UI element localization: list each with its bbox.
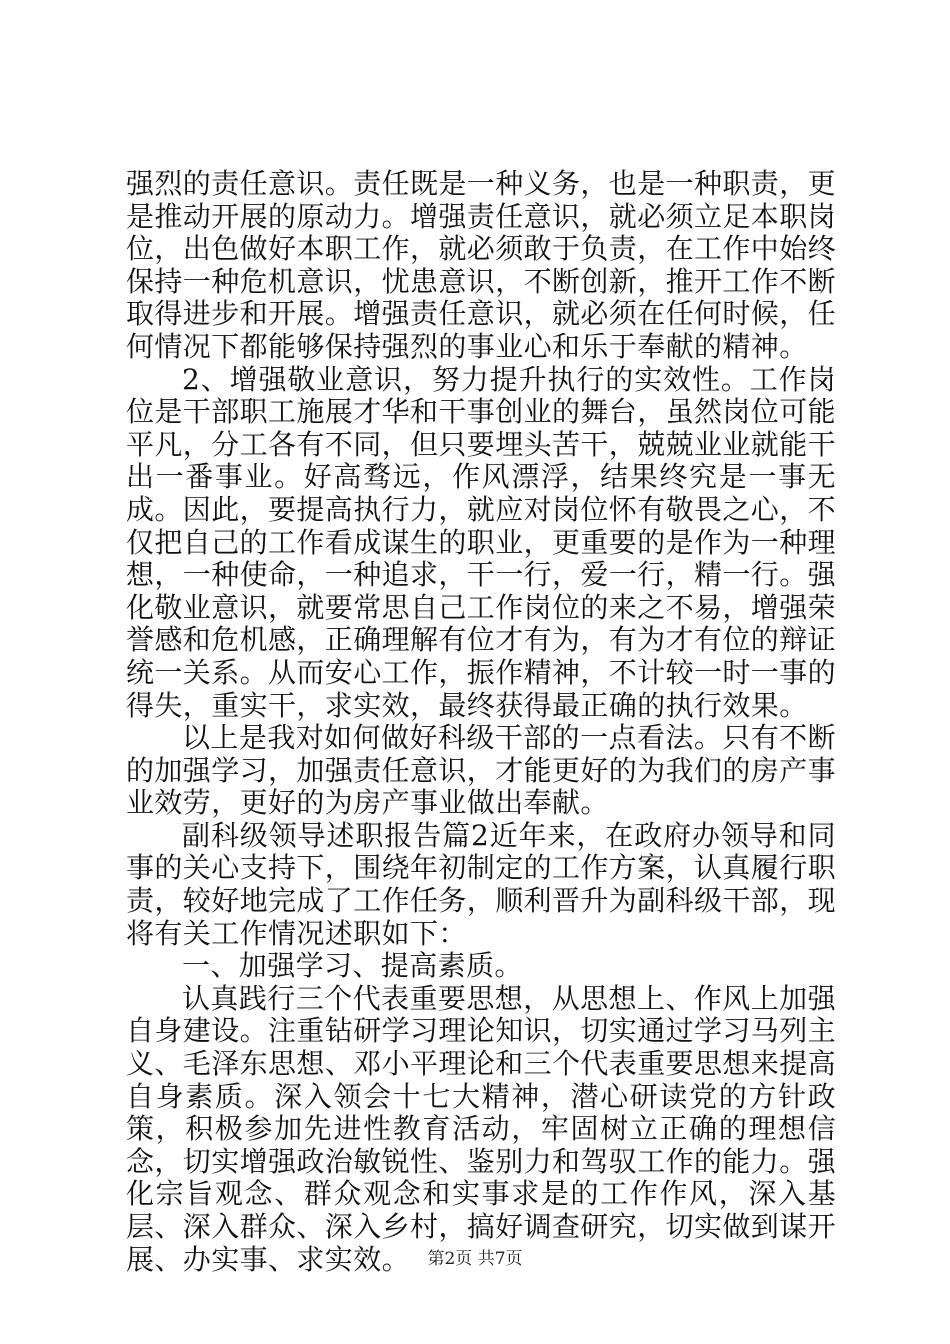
page-number-footer: 第2页 共7页 xyxy=(427,1249,523,1269)
paragraph-3: 以上是我对如何做好科级干部的一点看法。只有不断的加强学习，加强责任意识，才能更好的为我们的房产事业效劳，更好的为房产事业做出奉献。 xyxy=(126,721,837,820)
paragraph-1: 强烈的责任意识。责任既是一种义务，也是一种职责，更是推动开展的原动力。增强责任意识，就必须立足本职岗位，出色做好本职工作，就必须敢于负责，在工作中始终保持一种危机意识，忧患意识，不断创新，推开工作不断取得进步和开展。增强责任意识，就必须在任何时候，任何情况下都能够保持强烈的事业心和乐于奉献的精神。 xyxy=(126,167,837,363)
paragraph-6: 认真践行三个代表重要思想，从思想上、作风上加强自身建设。注重钻研学习理论知识，切实通过学习马列主义、毛泽东思想、邓小平理论和三个代表重要思想来提高自身素质。深入领会十七大精神，潜心研读党的方针政策，积极参加先进性教育活动，牢固树立正确的理想信念，切实增强政治敏锐性、鉴别力和驾驭工作的能力。强化宗旨观念、群众观念和实事求是的工作作风，深入基层、深入群众、深入乡村，搞好调查研究，切实做到谋开展、办实事、求实效。 xyxy=(126,981,837,1276)
section-heading: 一、加强学习、提高素质。 xyxy=(182,949,523,983)
paragraph-4: 副科级领导述职报告篇2近年来，在政府办领导和同事的关心支持下，围绕年初制定的工作方案，认真履行职责，较好地完成了工作任务，顺利晋升为副科级干部，现将有关工作情况述职如下： xyxy=(126,818,837,950)
document-body xyxy=(126,168,836,1276)
paragraph-2: 2、增强敬业意识，努力提升执行的实效性。工作岗位是干部职工施展才华和干事创业的舞台，虽然岗位可能平凡，分工各有不同，但只要埋头苦干，兢兢业业就能干出一番事业。好高骛远，作风漂浮，结果终究是一事无成。因此，要提高执行力，就应对岗位怀有敬畏之心，不仅把自己的工作看成谋生的职业，更重要的是作为一种理想，一种使命，一种追求，干一行，爱一行，精一行。强化敬业意识，就要常思自己工作岗位的来之不易，增强荣誉感和危机感，正确理解有位才有为，有为才有位的辩证统一关系。从而安心工作，振作精神，不计较一时一事的得失，重实干，求实效，最终获得最正确的执行效果。 xyxy=(126,362,837,722)
